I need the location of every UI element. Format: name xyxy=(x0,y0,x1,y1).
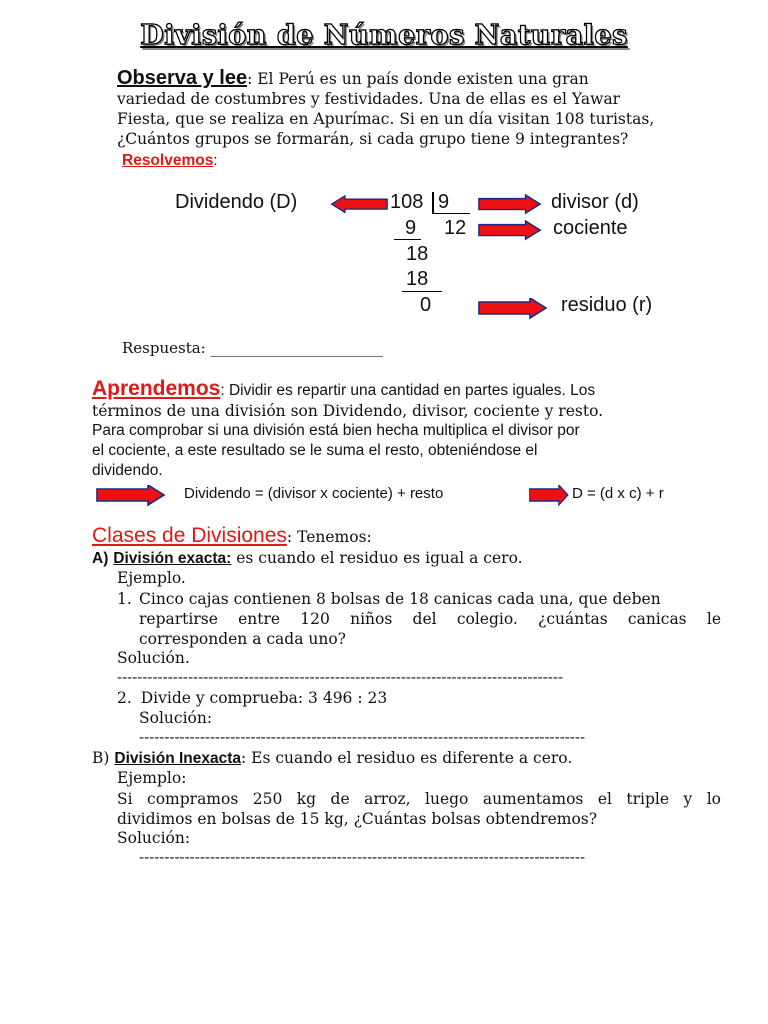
item-1-line-3: corresponden a cada uno? xyxy=(139,630,346,648)
example-b-text xyxy=(117,789,721,829)
dividend-value: 108 xyxy=(390,191,424,213)
division-bracket-vertical xyxy=(432,192,434,214)
quotient-value: 12 xyxy=(444,217,467,239)
dividendo-label: Dividendo (D) xyxy=(175,191,298,213)
answer-dash-line-1: ---------------------------------------------------------------------------------------- xyxy=(117,668,564,686)
arrow-right-icon xyxy=(478,298,548,320)
item-2-number: 2. xyxy=(117,689,132,707)
observa-line-2: variedad de costumbres y festividades. Una de ellas es el Yawar xyxy=(117,90,621,108)
item-2 xyxy=(117,689,387,707)
aprendemos-heading: Aprendemos xyxy=(92,377,221,400)
observa-line-3: Fiesta, que se realiza en Apurímac. Si en un día visitan 108 turistas, xyxy=(117,110,655,128)
b-marker: B) xyxy=(92,749,110,767)
residuo-label: residuo (r) xyxy=(561,294,653,316)
example-b-line-2: dividimos en bolsas de 15 kg, ¿Cuántas bolsas obtendremos? xyxy=(117,810,598,828)
division-exacta-text: es cuando el residuo es igual a cero. xyxy=(231,549,523,567)
aprendemos-line-5: dividendo. xyxy=(92,462,163,479)
arrow-right-icon xyxy=(478,220,542,242)
ejemplo-b: Ejemplo: xyxy=(117,769,187,787)
division-inexacta-title: División Inexacta xyxy=(114,750,242,767)
clases-heading-row xyxy=(92,524,372,548)
observa-heading: Observa y lee xyxy=(117,67,248,89)
observa-section xyxy=(117,68,721,149)
arrow-right-icon xyxy=(478,194,542,216)
division-inexacta-row xyxy=(92,749,572,768)
item-1-line-2: repartirse entre 120 niños del colegio. ¿cuántas canicas le xyxy=(139,610,721,628)
division-exacta-row xyxy=(92,549,523,568)
divisor-label: divisor (d) xyxy=(551,191,639,213)
solucion-1: Solución. xyxy=(117,649,190,667)
formula-symbols: D = (d x c) + r xyxy=(572,485,664,502)
clases-heading: Clases de Divisiones xyxy=(92,524,287,547)
aprendemos-section xyxy=(92,379,722,481)
subtract-1-line xyxy=(394,239,421,240)
item-1-number: 1. xyxy=(117,590,132,608)
aprendemos-line-4: el cociente, a este resultado se le suma el resto, obteniéndose el xyxy=(92,442,538,459)
page-title: División de Números Naturales xyxy=(140,20,628,51)
resolvemos-colon: : xyxy=(213,152,218,169)
observa-line-4: ¿Cuántos grupos se formarán, si cada grupo tiene 9 integrantes? xyxy=(117,130,629,148)
aprendemos-line-1: : Dividir es repartir una cantidad en partes iguales. Los xyxy=(220,382,596,399)
partial-value: 18 xyxy=(406,243,429,265)
resolvemos-label: Resolvemos xyxy=(122,152,214,169)
resolvemos-label-row xyxy=(122,150,218,170)
item-1 xyxy=(117,589,721,649)
arrow-left-icon xyxy=(330,194,388,216)
divisor-value: 9 xyxy=(438,191,450,213)
division-inexacta-text: : Es cuando el residuo es diferente a cero. xyxy=(241,749,573,767)
subtract-1-value: 9 xyxy=(405,217,417,239)
answer-dash-line-2: ---------------------------------------------------------------------------------------- xyxy=(139,728,586,746)
answer-dash-line-3: ---------------------------------------------------------------------------------------- xyxy=(139,848,586,866)
a-marker: A) xyxy=(92,550,109,567)
subtract-2-line xyxy=(402,291,442,292)
cociente-label: cociente xyxy=(553,217,628,239)
item-1-line-1: Cinco cajas contienen 8 bolsas de 18 canicas cada una, que deben xyxy=(139,590,661,608)
arrow-right-icon xyxy=(96,485,166,507)
aprendemos-line-2: términos de una división son Dividendo, divisor, cociente y resto. xyxy=(92,402,604,420)
example-b-line-1: Si compramos 250 kg de arroz, luego aumentamos el triple y lo xyxy=(117,790,721,808)
arrow-right-icon xyxy=(529,485,569,507)
item-2-text: Divide y comprueba: 3 496 : 23 xyxy=(140,689,388,707)
solucion-3: Solución: xyxy=(117,829,191,847)
ejemplo-a: Ejemplo. xyxy=(117,569,186,587)
respuesta-line: Respuesta: _______________________ xyxy=(122,339,383,357)
subtract-2-value: 18 xyxy=(406,268,429,290)
formula-words: Dividendo = (divisor x cociente) + resto xyxy=(184,485,444,502)
aprendemos-line-3: Para comprobar si una división está bien hecha multiplica el divisor por xyxy=(92,422,580,439)
division-exacta-title: División exacta: xyxy=(113,550,232,567)
remainder-value: 0 xyxy=(420,294,432,316)
clases-tenemos: : Tenemos: xyxy=(286,528,372,546)
solucion-2: Solución: xyxy=(139,709,213,727)
observa-line-1: : El Perú es un país donde existen una gran xyxy=(247,70,589,88)
